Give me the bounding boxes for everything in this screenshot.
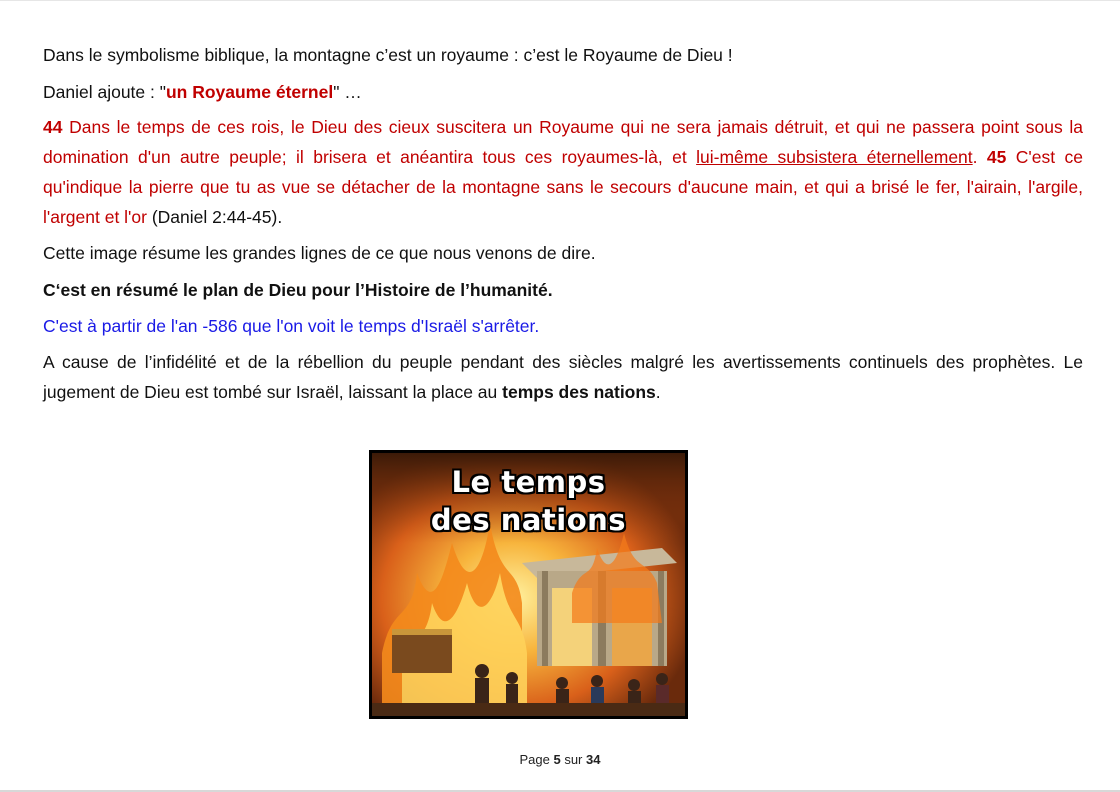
verse-number-45: 45 <box>986 147 1007 167</box>
verse-44-text: Dans le temps de ces rois, le Dieu des cieux suscitera un Royaume qui ne sera jamais détruit, et qui ne passera point sous la domination d'un autre peuple; il brisera et anéantira tous ces royaumes-là, et <box>43 117 1083 167</box>
top-rule <box>0 0 1120 1</box>
paragraph-year-586: C'est à partir de l'an -586 que l'on voit le temps d'Israël s'arrêter. <box>43 316 540 336</box>
paragraph-mountain-symbolism: Dans le symbolisme biblique, la montagne c’est un royaume : c’est le Royaume de Dieu ! <box>43 45 733 65</box>
page-current: 5 <box>553 752 561 767</box>
daniel-adds-prefix: Daniel ajoute : " <box>43 82 166 102</box>
verse-end: . <box>277 207 283 227</box>
page-separator: sur <box>560 752 587 767</box>
paragraph-daniel-adds <box>43 77 1083 107</box>
verse-number-44: 44 <box>43 117 63 137</box>
verse-separator: . <box>972 147 987 167</box>
times-of-nations-bold: temps des nations <box>502 382 656 402</box>
paragraph-judgement <box>43 347 1083 407</box>
eternal-kingdom-emphasis: un Royaume éternel <box>165 82 334 102</box>
page-total: 34 <box>586 752 601 767</box>
illustration-title-line1: Le temps <box>451 465 606 499</box>
illustration-title <box>372 463 685 539</box>
verse-reference: (Daniel 2:44-45) <box>151 207 278 227</box>
verse-45-text: C'est ce qu'indique la pierre que tu as vue se détacher de la montagne sans le secours d'aucune main, et qui a brisé le fer, l'airain, l'argile, l'argent et l'or <box>43 147 1083 227</box>
judgement-text: A cause de l’infidélité et de la rébellion du peuple pendant des siècles malgré les avertissements continuels des prophètes. Le jugement de Dieu est tombé sur Israël, laissant la place au <box>43 352 1083 402</box>
daniel-adds-suffix: " … <box>333 82 362 102</box>
judgement-end: . <box>655 382 661 402</box>
paragraph-plan-of-god: C‘est en résumé le plan de Dieu pour l’Histoire de l’humanité. <box>43 280 553 300</box>
paragraph-image-summary: Cette image résume les grandes lignes de ce que nous venons de dire. <box>43 243 596 263</box>
altar <box>392 633 452 673</box>
verse-underlined-phrase: lui-même subsistera éternellement <box>696 147 973 167</box>
page-label: Page <box>519 752 554 767</box>
bible-verse-daniel-2-44-45 <box>43 112 1083 232</box>
illustration-title-line2: des nations <box>430 503 627 537</box>
page-footer <box>0 752 1120 767</box>
temps-des-nations-illustration <box>369 450 688 719</box>
document-page <box>43 40 1083 407</box>
